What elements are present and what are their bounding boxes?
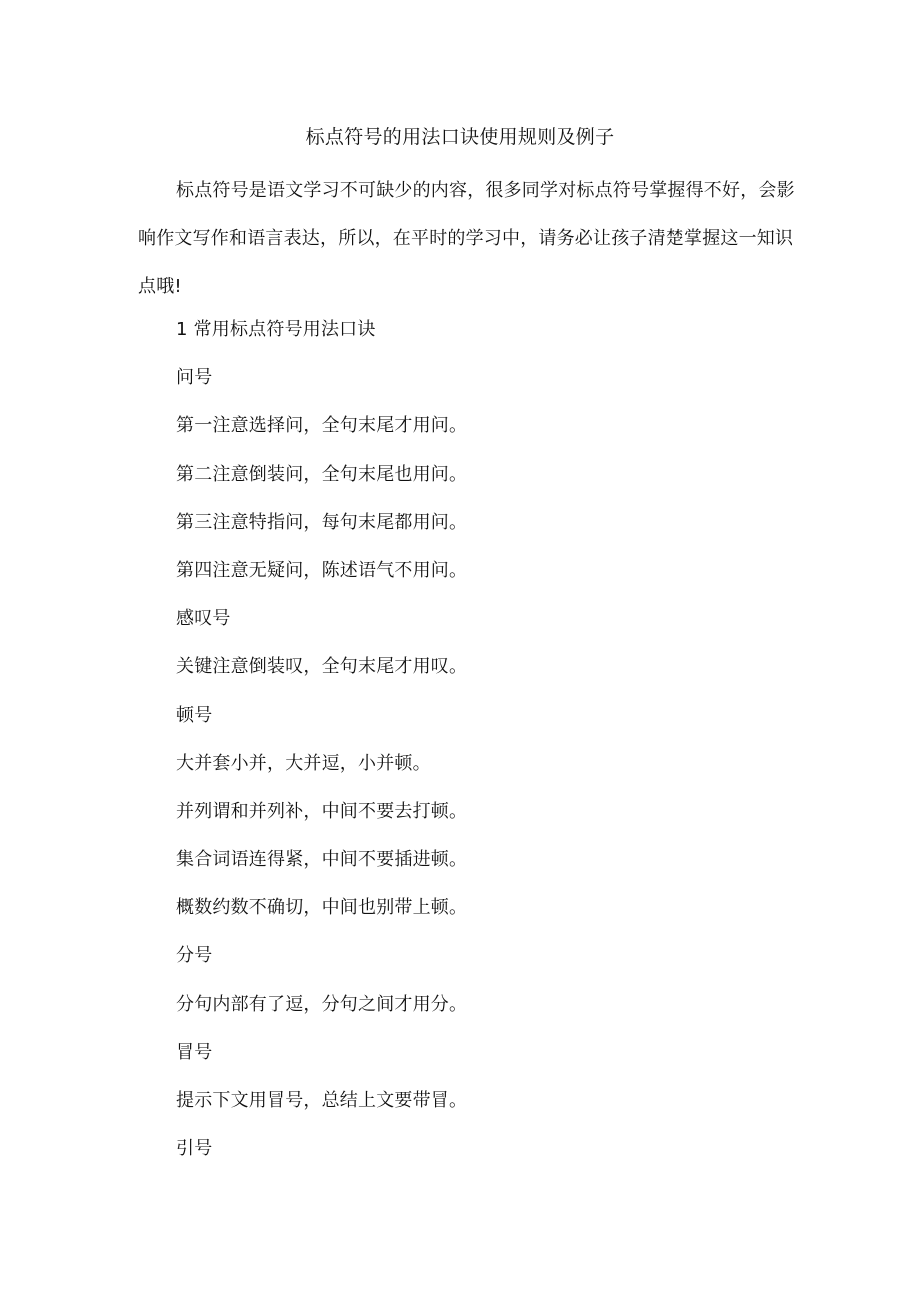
text-line: 大并套小并，大并逗，小并顿。 — [176, 752, 431, 774]
text-line: 关键注意倒装叹，全句末尾才用叹。 — [176, 656, 468, 678]
subheading-quotation-marks: 引号 — [176, 1138, 213, 1160]
text-line: 提示下文用冒号，总结上文要带冒。 — [176, 1090, 468, 1111]
text-line: 第三注意特指问，每句末尾都用问。 — [176, 511, 468, 533]
intro-paragraph: 标点符号是语文学习不可缺少的内容，很多同学对标点符号掌握得不好，会影响作文写作和语言表达，所以，在平时的学习中，请务必让孩子清楚掌握这一知识点哦! — [138, 180, 795, 297]
document-title: 标点符号的用法口诀使用规则及例子 — [305, 126, 615, 148]
text-line: 第二注意倒装问，全句末尾也用问。 — [176, 463, 468, 485]
subheading-semicolon: 分号 — [176, 945, 213, 967]
text-line: 分句内部有了逗，分句之间才用分。 — [176, 993, 468, 1015]
subheading-question-mark: 问号 — [176, 367, 213, 389]
text-line: 概数约数不确切，中间也别带上顿。 — [176, 897, 468, 919]
subheading-exclamation-mark: 感叹号 — [176, 608, 231, 630]
text-line: 第一注意选择问，全句末尾才用问。 — [176, 415, 468, 437]
text-line: 并列谓和并列补，中间不要去打顿。 — [176, 800, 468, 822]
section-heading: 1 常用标点符号用法口诀 — [176, 319, 376, 340]
text-line: 集合词语连得紧，中间不要插进顿。 — [176, 849, 468, 871]
text-line: 第四注意无疑问，陈述语气不用问。 — [176, 559, 468, 581]
content-lines — [176, 312, 796, 1179]
subheading-enumeration-comma: 顿号 — [176, 704, 213, 726]
subheading-colon: 冒号 — [176, 1041, 213, 1063]
